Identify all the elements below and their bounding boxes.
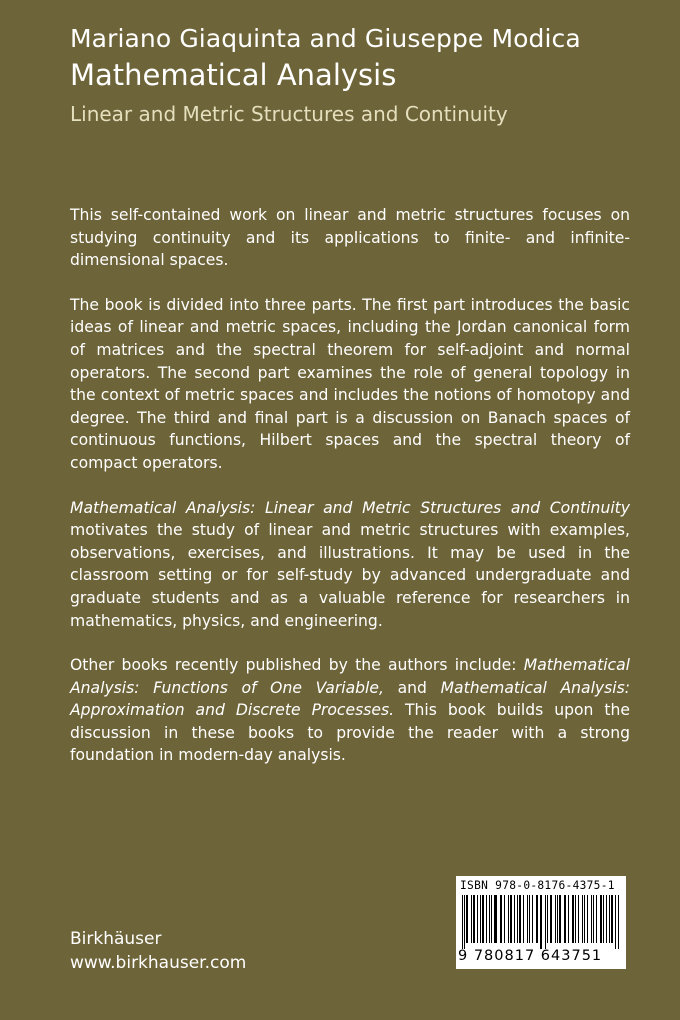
description-paragraph-2: The book is divided into three parts. The first part introduces the basic ideas of linear and metric spaces, including the Jordan canonical form of matrices and the spectral theorem for self-adjoint and normal operators. The second part examines the role of general topology in the context of metric spaces and includes the notions of homotopy and degree. The third and final part is a discussion on Banach spaces of continuous functions, Hilbert spaces and the spectral theory of compact operators. — [70, 295, 630, 472]
barcode-bar — [473, 895, 475, 943]
barcode-bar — [480, 895, 481, 943]
paragraph-4-intro: Other books recently published by the authors include: — [70, 656, 524, 675]
publisher-name: Birkhäuser — [70, 929, 162, 949]
barcode-bar — [486, 895, 487, 943]
barcode-bar — [471, 895, 472, 943]
barcode-bar — [491, 895, 492, 943]
barcode-bar — [565, 895, 566, 943]
barcode-bar — [555, 895, 556, 943]
barcode-bar — [500, 895, 501, 943]
barcode-bar — [477, 895, 478, 943]
related-book-2: Mathematical Analysis: Approximation and Discrete Processes. — [70, 678, 630, 720]
barcode-bar — [523, 895, 524, 943]
barcode-bar — [540, 895, 541, 949]
barcode-bar — [568, 895, 569, 943]
barcode-bar — [578, 895, 579, 943]
paragraph-4-and: and — [383, 678, 441, 697]
barcode-bar — [611, 895, 612, 943]
barcode-bar — [489, 895, 490, 943]
barcode-bar — [618, 895, 619, 949]
barcode-bar — [482, 895, 483, 943]
barcode-bar — [537, 895, 538, 943]
barcode-bar — [615, 895, 616, 949]
description-paragraph-4 — [70, 654, 630, 767]
barcode-bar — [609, 895, 610, 943]
book-subtitle: Linear and Metric Structures and Continuity — [70, 102, 508, 126]
barcode-bar — [575, 895, 576, 943]
barcode-bar — [466, 895, 467, 943]
barcode-bar — [587, 895, 588, 943]
publisher-url: www.birkhauser.com — [70, 953, 247, 973]
barcode-bar — [536, 895, 537, 943]
barcode-bar — [550, 895, 552, 943]
authors: Mariano Giaquinta and Giuseppe Modica — [70, 24, 581, 53]
isbn-label: ISBN 978-0-8176-4375-1 — [460, 879, 615, 892]
barcode-bar — [606, 895, 607, 943]
description-paragraph-1: This self-contained work on linear and metric structures focuses on studying continuity and its applications to finite- and infinite-dimensional spaces. — [70, 206, 630, 270]
paragraph-4-closing: This book builds upon the discussion in these books to provide the reader with a strong foundation in modern-day analysis. — [70, 701, 630, 765]
barcode-bar — [584, 895, 585, 943]
barcode-bar — [514, 895, 515, 943]
publisher-block — [70, 927, 246, 975]
barcode-bar — [527, 895, 528, 943]
barcode-bar — [462, 895, 463, 949]
barcode-bar — [593, 895, 594, 943]
barcode-bar — [572, 895, 574, 943]
barcode-bar — [504, 895, 505, 943]
barcode-bar — [508, 895, 509, 943]
barcode-bars — [462, 895, 620, 949]
barcode-bar — [519, 895, 521, 943]
barcode-bar — [603, 895, 604, 943]
book-title: Mathematical Analysis — [70, 58, 397, 92]
barcode-bar — [559, 895, 560, 943]
barcode-bar — [545, 895, 546, 949]
related-book-1: Mathematical Analysis: Functions of One Variable, — [70, 656, 630, 697]
barcode-bar — [547, 895, 548, 943]
barcode-bar — [464, 895, 465, 949]
barcode-bar — [532, 895, 533, 943]
description-paragraph-3 — [70, 497, 630, 633]
barcode-bar — [529, 895, 530, 943]
book-title-reference: Mathematical Analysis: Linear and Metric Structures and Continuity — [70, 498, 630, 517]
barcode-bar — [494, 895, 496, 943]
barcode-bar — [510, 895, 511, 943]
barcode-digits: 9 780817 643751 — [458, 948, 603, 964]
barcode-bar — [582, 895, 583, 943]
barcode-bar — [501, 895, 502, 943]
barcode-bar — [591, 895, 592, 943]
barcode-bar — [564, 895, 565, 943]
barcode-bar — [596, 895, 597, 943]
description — [70, 204, 630, 789]
barcode-bar — [517, 895, 518, 943]
isbn-barcode — [456, 876, 626, 969]
paragraph-3-text: motivates the study of linear and metric structures with examples, observations, exercises, and illustrations. It may be used in the classroom setting or for self-study by advanced undergraduate and graduate students and as a valuable reference for researchers in mathematics, physics, and engineering. — [70, 521, 630, 630]
barcode-bar — [557, 895, 558, 943]
barcode-bar — [600, 895, 602, 943]
